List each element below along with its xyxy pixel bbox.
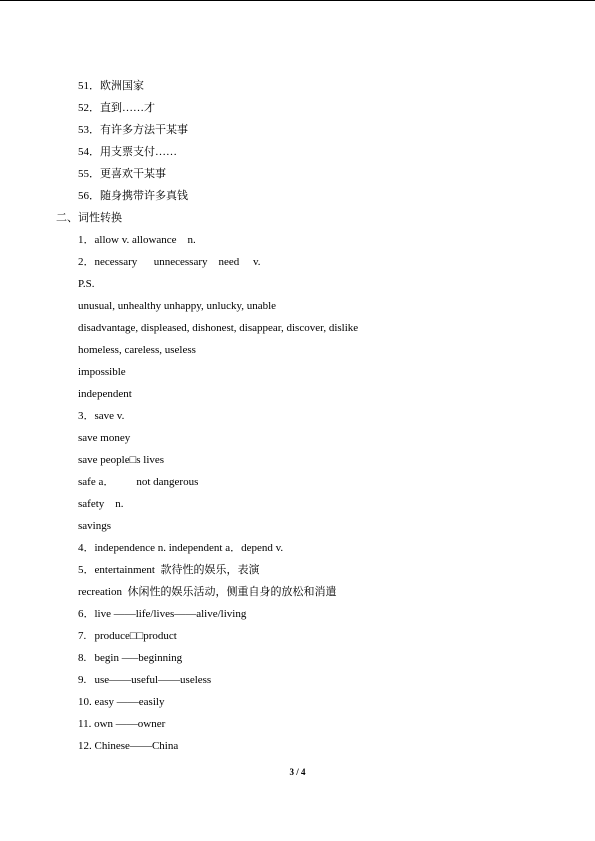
text-line: P.S. xyxy=(78,278,95,290)
text-line: homeless, careless, useless xyxy=(78,344,196,356)
text-line: independent xyxy=(78,388,132,400)
text-line: safety n. xyxy=(78,498,124,510)
text-line: disadvantage, displeased, dishonest, disappear, discover, dislike xyxy=(78,322,359,334)
text-line: 51．欧洲国家 xyxy=(78,80,144,92)
text-line: 6．live ——life/lives——alive/living xyxy=(78,608,247,620)
text-line: 11. own ——owner xyxy=(78,718,166,730)
text-line: 10. easy ——easily xyxy=(78,696,165,708)
text-line: 5．entertainment 款待性的娱乐，表演 xyxy=(78,564,260,576)
text-line: 56．随身携带许多真钱 xyxy=(78,190,188,202)
text-line: unusual, unhealthy unhappy, unlucky, unable xyxy=(78,300,277,312)
text-line: 12. Chinese——China xyxy=(78,740,179,752)
page-number: 3 / 4 xyxy=(289,767,306,777)
text-line: 4．independence n. independent a．depend v. xyxy=(78,542,284,554)
text-line: safe a． not dangerous xyxy=(78,476,199,488)
top-border-line xyxy=(0,0,595,1)
text-line: 二、词性转换 xyxy=(56,212,122,224)
text-line: 53．有许多方法干某事 xyxy=(78,124,188,136)
text-line: 7. produce□□product xyxy=(78,630,177,642)
text-line: 3．save v. xyxy=(78,410,125,422)
text-line: 54．用支票支付…… xyxy=(78,146,177,158)
text-line: savings xyxy=(78,520,111,532)
text-line: 2．necessary unnecessary need v. xyxy=(78,256,261,268)
text-line: recreation 休闲性的娱乐活动，侧重自身的放松和消遣 xyxy=(78,586,337,598)
document-body xyxy=(0,75,595,757)
text-line: 52．直到……才 xyxy=(78,102,155,114)
text-line: 8. begin —–beginning xyxy=(78,652,183,664)
text-line: impossible xyxy=(78,366,126,378)
text-line: 1．allow v. allowance n. xyxy=(78,234,196,246)
text-line: 9. use——useful——useless xyxy=(78,674,212,686)
text-line: save money xyxy=(78,432,131,444)
text-line: 55．更喜欢干某事 xyxy=(78,168,166,180)
text-line: save people□s lives xyxy=(78,454,165,466)
